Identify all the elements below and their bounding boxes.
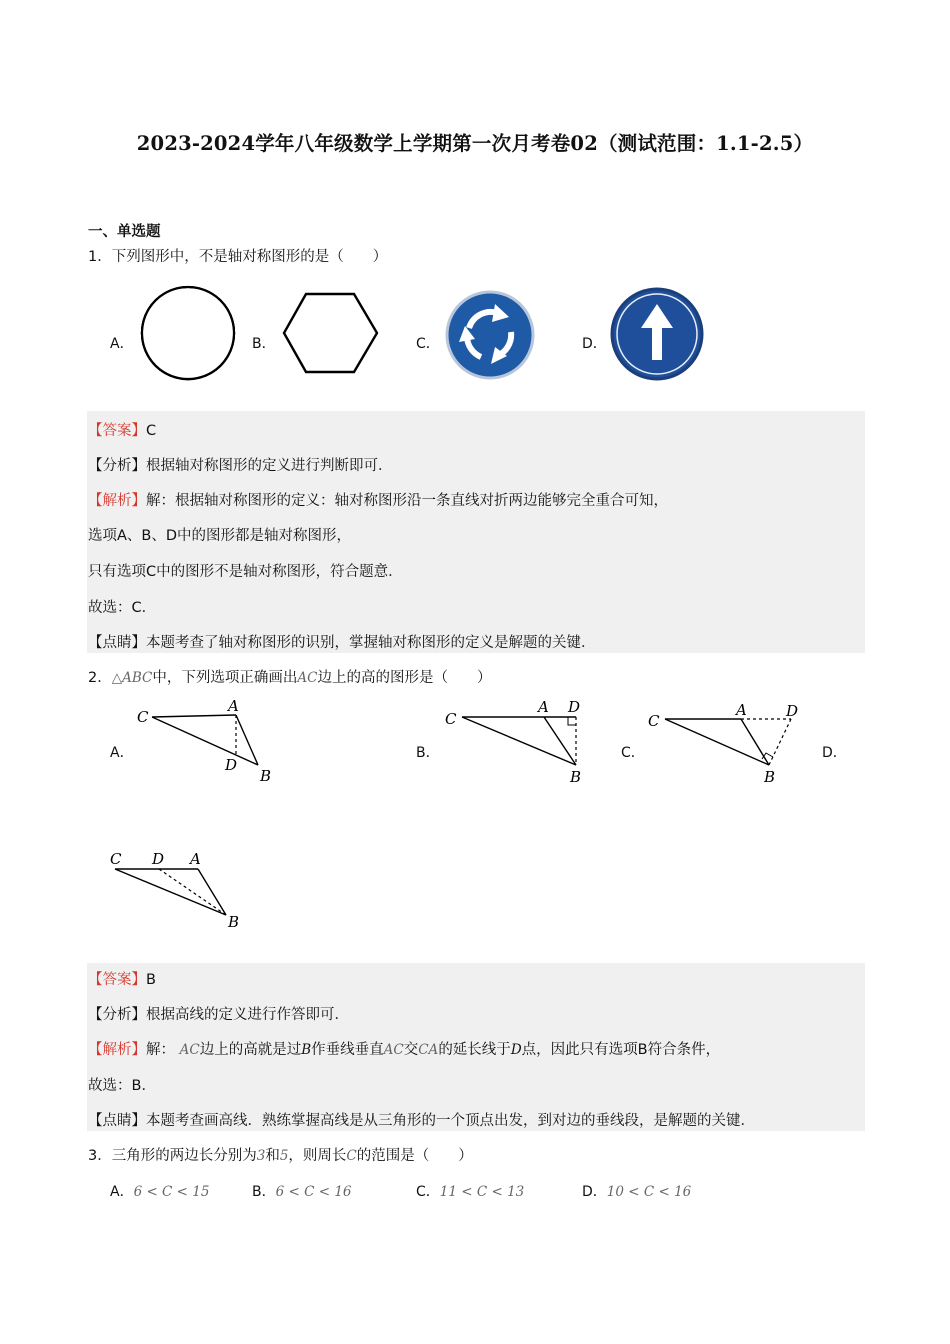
q3-stem-p4: 的范围是（ ） [356, 1148, 473, 1164]
q1-solution-line-1 [88, 489, 668, 510]
q2-sol-p3: 作垂线垂直 [311, 1042, 384, 1058]
q2-side: AC [297, 670, 318, 686]
q2-sol-ca: CA [418, 1042, 439, 1058]
q2-analysis-text: 根据高线的定义进行作答即可． [146, 1007, 349, 1023]
q3-n2: 5 [279, 1148, 289, 1164]
q2-sol-p5: 的延长线于 [438, 1042, 511, 1058]
q3-stem-p2: 和 [265, 1148, 280, 1164]
q1-option-a-label: A． [110, 336, 134, 352]
q1-solution-line-2: 选项A、B、D中的图形都是轴对称图形， [88, 528, 352, 544]
q3-c: C [346, 1148, 357, 1164]
q2-figure-d [105, 845, 255, 935]
q2-sol-p1: 解： [146, 1042, 175, 1058]
q2d-label-c: C [110, 850, 122, 868]
q2a-label-b: B [260, 767, 272, 785]
q3-option-c [416, 1181, 524, 1201]
q3-stem [88, 1144, 473, 1165]
q2a-label-d: D [225, 756, 238, 774]
q2-figure-a [130, 695, 280, 790]
q2-solution-line [88, 1038, 720, 1059]
q2-answer-line [88, 968, 156, 989]
q1-figure-d-arrow-sign [608, 286, 706, 382]
page-title: 2023-2024学年八年级数学上学期第一次月考卷02（测试范围：1.1-2.5） [136, 132, 814, 155]
q1-solution-line-4: 故选：C． [88, 600, 157, 616]
q2d-label-d: D [152, 850, 165, 868]
q3-option-a-expr: 6 < C < 15 [133, 1184, 210, 1200]
q1-figure-b-hexagon [282, 292, 380, 376]
q2-option-a-label: A． [110, 745, 134, 761]
q2-option-b-label: B． [416, 745, 440, 761]
q2-answer-tag: 【答案】 [88, 972, 146, 988]
q2c-label-a: A [736, 701, 747, 719]
q2b-label-c: C [445, 710, 457, 728]
q3-option-a-label: A． [110, 1184, 134, 1200]
q2-solution-end: 故选：B． [88, 1078, 156, 1094]
q2-comment-line [88, 1109, 755, 1130]
q2-solution-tag: 【解析】 [88, 1042, 146, 1058]
q3-option-b-expr: 6 < C < 16 [275, 1184, 352, 1200]
q2d-label-b: B [228, 913, 240, 931]
q2b-label-a: A [538, 698, 549, 716]
q1-answer-value: C [146, 423, 157, 439]
q2-sol-b: B [301, 1042, 312, 1058]
q2-sol-d: D [510, 1042, 522, 1058]
q2-comment-text: 本题考查画高线．熟练掌握高线是从三角形的一个顶点出发，到对边的垂线段，是解题的关键． [146, 1113, 755, 1129]
q2-sol-p2: 边上的高就是过 [199, 1042, 302, 1058]
q3-option-d-label: D． [582, 1184, 607, 1200]
q1-comment-line [88, 631, 596, 652]
q1-stem: 1．下列图形中，不是轴对称图形的是（ ） [88, 249, 388, 265]
q2b-label-d: D [568, 698, 581, 716]
q1-option-d-label: D． [582, 336, 607, 352]
q1-answer-line [88, 419, 156, 440]
q1-analysis-line [88, 454, 393, 475]
q2d-label-a: A [190, 850, 201, 868]
q2-option-d-label: D． [822, 745, 847, 761]
q2-analysis-line [88, 1003, 349, 1024]
q3-option-c-label: C． [416, 1184, 440, 1200]
q2c-label-c: C [648, 712, 660, 730]
q2-triangle: △ABC [111, 670, 153, 686]
q3-option-c-expr: 11 < C < 13 [439, 1184, 525, 1200]
q2-sol-ac2: AC [383, 1042, 404, 1058]
q1-comment-tag: 【点睛】 [88, 635, 146, 651]
q2-stem-mid: 中，下列选项正确画出 [152, 670, 298, 686]
q1-analysis-text: 根据轴对称图形的定义进行判断即可． [146, 458, 393, 474]
q2a-label-c: C [137, 708, 149, 726]
q2-analysis-tag: 【分析】 [88, 1007, 146, 1023]
q2a-label-a: A [228, 697, 239, 715]
q2-answer-value: B [146, 972, 156, 988]
q2-stem [88, 666, 491, 687]
q3-stem-p1: 3．三角形的两边长分别为 [88, 1148, 257, 1164]
q1-solution-text-1: 解：根据轴对称图形的定义：轴对称图形沿一条直线对折两边能够完全重合可知， [146, 493, 668, 509]
q1-figure-a-trefoil [138, 283, 238, 383]
q1-option-b-label: B． [252, 336, 276, 352]
q1-option-c-label: C． [416, 336, 440, 352]
q1-answer-tag: 【答案】 [88, 423, 146, 439]
q3-option-d [582, 1181, 691, 1201]
q2-stem-tail: 边上的高的图形是（ ） [317, 670, 492, 686]
section-heading: 一、单选题 [88, 224, 161, 240]
q3-option-b [252, 1181, 352, 1201]
q2-option-c-label: C． [621, 745, 645, 761]
q2-figure-b [440, 695, 600, 790]
q3-stem-p3: ，则周长 [288, 1148, 347, 1164]
q2-sol-ac: AC [179, 1042, 200, 1058]
q2-sol-p6: 点，因此只有选项B符合条件， [521, 1042, 721, 1058]
q2-figure-c [645, 695, 815, 790]
q3-option-a [110, 1181, 209, 1201]
q2-number: 2． [88, 670, 112, 686]
q1-solution-line-3: 只有选项C中的图形不是轴对称图形，符合题意． [88, 564, 403, 580]
q3-option-b-label: B． [252, 1184, 276, 1200]
q1-figure-c-roundabout-sign [443, 290, 537, 380]
q2c-label-d: D [786, 702, 799, 720]
q3-option-d-expr: 10 < C < 16 [606, 1184, 692, 1200]
q3-n1: 3 [256, 1148, 266, 1164]
q1-comment-text: 本题考查了轴对称图形的识别，掌握轴对称图形的定义是解题的关键． [146, 635, 596, 651]
q1-solution-tag: 【解析】 [88, 493, 146, 509]
q2-sol-p4: 交 [403, 1042, 419, 1058]
q2c-label-b: B [764, 768, 776, 786]
q1-analysis-tag: 【分析】 [88, 458, 146, 474]
q2b-label-b: B [570, 768, 582, 786]
q2-comment-tag: 【点睛】 [88, 1113, 146, 1129]
